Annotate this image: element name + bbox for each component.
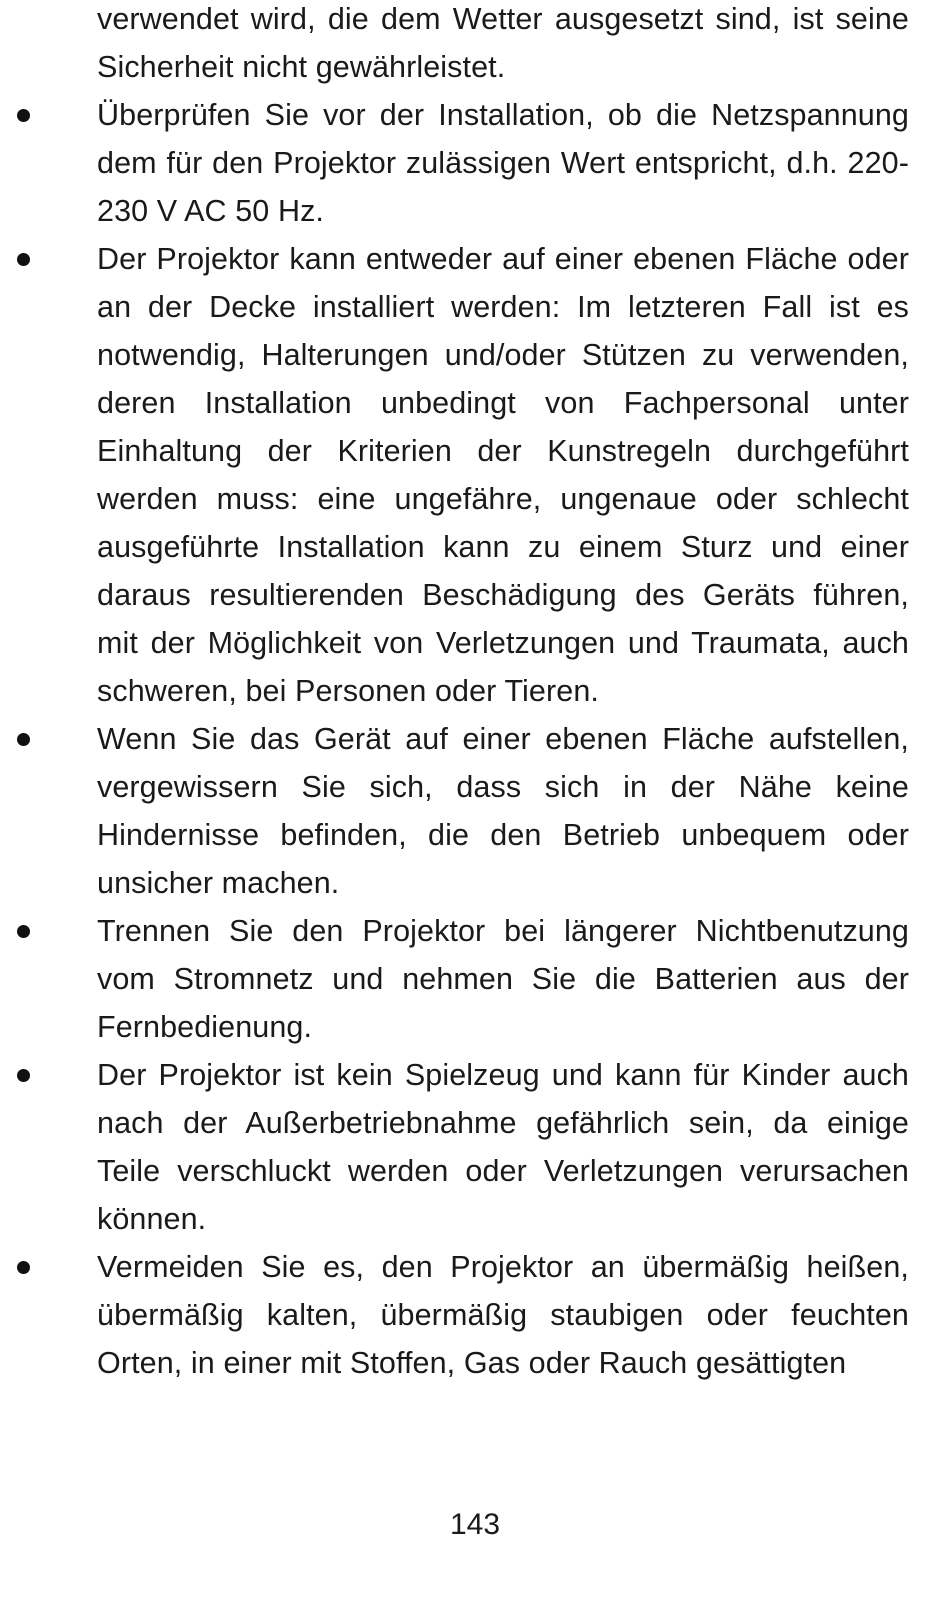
bullet-icon [17, 925, 30, 938]
list-item-text: Trennen Sie den Projektor bei längerer Nichtbenutzung vom Stromnetz und nehmen Sie die Batterien aus der Fernbedienung. [97, 914, 909, 1044]
list-item [97, 1243, 909, 1387]
bullet-icon [17, 1069, 30, 1082]
list-item [97, 1051, 909, 1243]
list-item-text: Vermeiden Sie es, den Projektor an übermäßig heißen, übermäßig kalten, übermäßig staubigen oder feuchten Orten, in einer mit Stoffen, Gas oder Rauch gesättigten [97, 1250, 909, 1380]
bullet-icon [17, 253, 30, 266]
list-item-text: Der Projektor kann entweder auf einer ebenen Fläche oder an der Decke installiert werden: Im letzteren Fall ist es notwendig, Halterungen und/oder Stützen zu verwenden, deren Installation unbedingt von Fachpersonal unter Einhaltung der Kriterien der Kunstregeln durchgeführt werden muss: eine ungefähre, ungenaue oder schlecht ausgeführte Installation kann zu einem Sturz und einer daraus resultierenden Beschädigung des Geräts führen, mit der Möglichkeit von Verletzungen und Traumata, auch schweren, bei Personen oder Tieren. [97, 242, 909, 708]
page-content [97, 0, 909, 1387]
list-item [97, 715, 909, 907]
list-item [97, 907, 909, 1051]
list-item [97, 235, 909, 715]
list-item-text: Überprüfen Sie vor der Installation, ob die Netzspannung dem für den Projektor zulässigen Wert entspricht, d.h. 220-230 V AC 50 Hz. [97, 98, 909, 228]
bullet-icon [17, 733, 30, 746]
list-item [97, 91, 909, 235]
continuation-paragraph: verwendet wird, die dem Wetter ausgesetzt sind, ist seine Sicherheit nicht gewährleistet. [97, 2, 909, 84]
list-item-text: Der Projektor ist kein Spielzeug und kann für Kinder auch nach der Außerbetriebnahme gefährlich sein, da einige Teile verschluckt werden oder Verletzungen verursachen können. [97, 1058, 909, 1236]
page-number: 143 [449, 1508, 501, 1541]
bullet-icon [17, 1261, 30, 1274]
bullet-icon [17, 109, 30, 122]
list-item-text: Wenn Sie das Gerät auf einer ebenen Fläche aufstellen, vergewissern Sie sich, dass sich in der Nähe keine Hindernisse befinden, die den Betrieb unbequem oder unsicher machen. [97, 722, 909, 900]
